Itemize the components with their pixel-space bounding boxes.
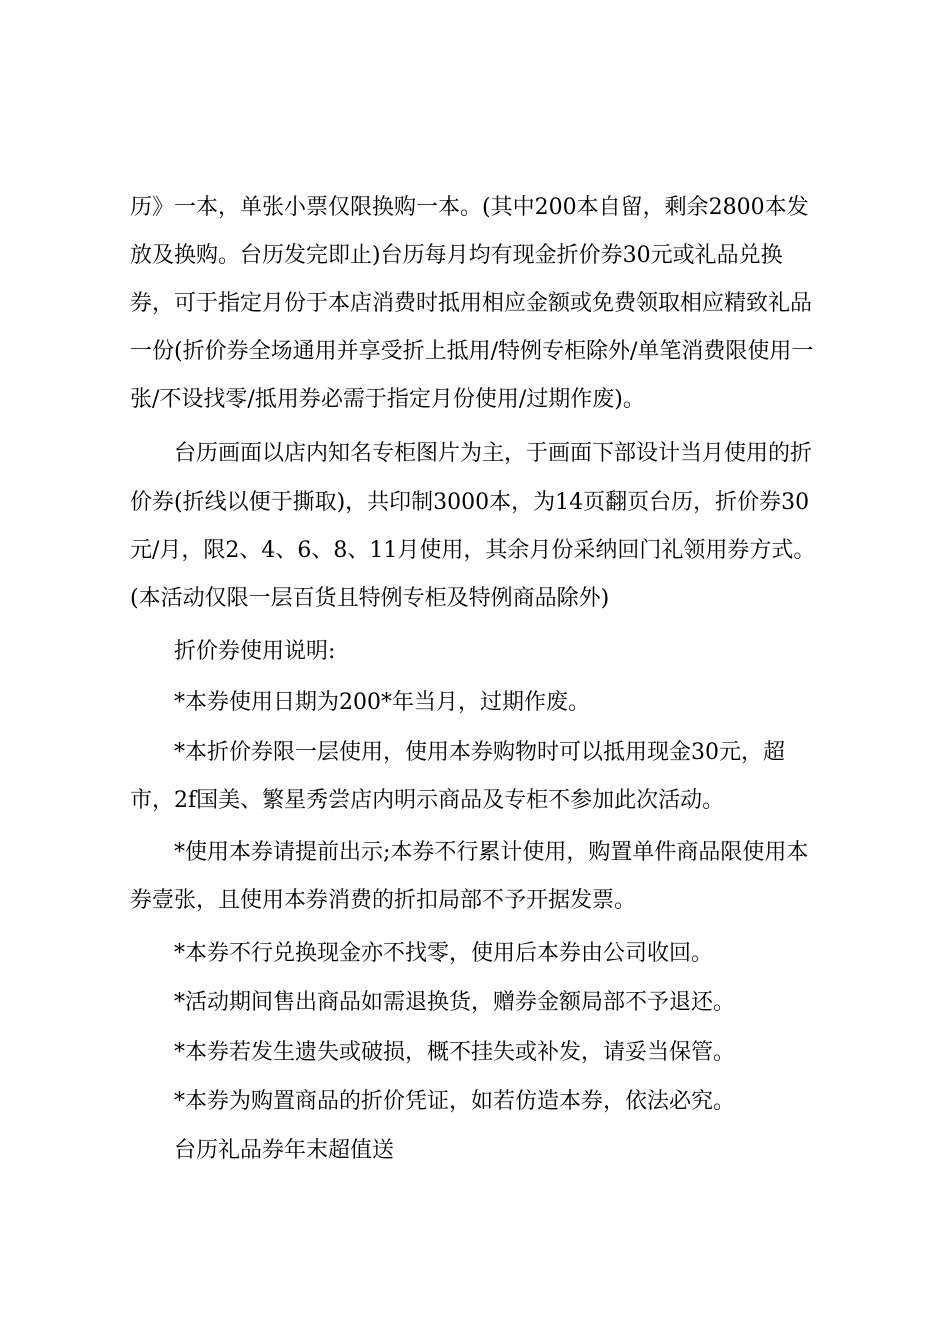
rule-3-line-2: 券壹张，且使用本券消费的折扣局部不予开据发票。 <box>130 888 637 913</box>
rule-5: *活动期间售出商品如需退换货，赠券金额局部不予退还。 <box>174 990 736 1015</box>
paragraph-1-line-1: 历》一本，单张小票仅限换购一本。(其中200本自留，剩余2800本发 <box>130 195 809 220</box>
rule-2-line-2: 市，2f国美、繁星秀尝店内明示商品及专柜不参加此次活动。 <box>130 788 725 813</box>
paragraph-1-line-4: 一份(折价券全场通用并享受折上抵用/特例专柜除外/单笔消费限使用一 <box>130 339 814 364</box>
coupon-usage-heading: 折价券使用说明: <box>174 639 336 664</box>
paragraph-1-line-5: 张/不设找零/抵用券必需于指定月份使用/过期作废)。 <box>130 387 645 412</box>
closing-heading: 台历礼品券年末超值送 <box>174 1138 395 1163</box>
rule-6: *本券若发生遗失或破损，概不挂失或补发，请妥当保管。 <box>174 1040 736 1065</box>
paragraph-2-line-1: 台历画面以店内知名专柜图片为主，于画面下部设计当月使用的折 <box>174 441 813 466</box>
rule-2-line-1: *本折价券限一层使用，使用本券购物时可以抵用现金30元，超 <box>174 740 785 765</box>
paragraph-2-line-3: 元/月，限2、4、6、8、11月使用，其余月份采纳回门礼领用券方式。 <box>130 538 816 563</box>
paragraph-2-line-4: (本活动仅限一层百货且特例专柜及特例商品除外) <box>130 586 610 611</box>
rule-7: *本券为购置商品的折价凭证，如若仿造本券，依法必究。 <box>174 1089 736 1114</box>
rule-4: *本券不行兑换现金亦不找零，使用后本券由公司收回。 <box>174 941 714 966</box>
rule-3-line-1: *使用本券请提前出示;本券不行累计使用，购置单件商品限使用本 <box>174 840 809 865</box>
paragraph-1-line-2: 放及换购。台历发完即止)台历每月均有现金折价券30元或礼品兑换 <box>130 243 783 268</box>
paragraph-2-line-2: 价券(折线以便于撕取)，共印制3000本，为14页翻页台历，折价券30 <box>130 490 810 515</box>
rule-1: *本券使用日期为200*年当月，过期作废。 <box>174 690 590 715</box>
paragraph-1-line-3: 券，可于指定月份于本店消费时抵用相应金额或免费领取相应精致礼品 <box>130 291 813 316</box>
